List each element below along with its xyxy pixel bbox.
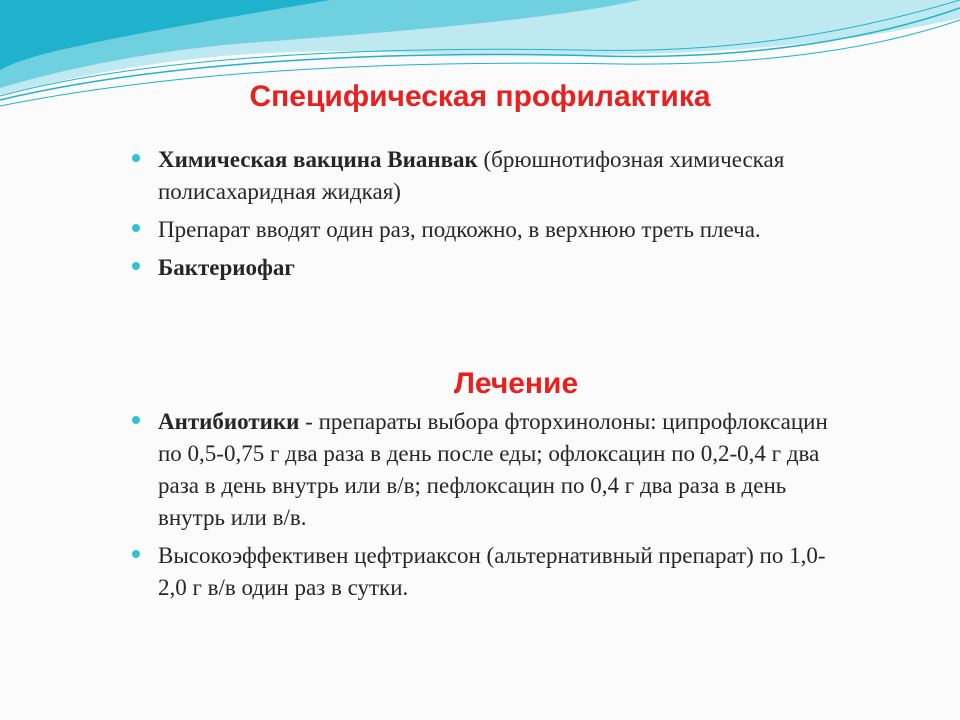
list-item-lead: Антибиотики [158, 409, 300, 434]
bullet-dot-icon [132, 154, 140, 162]
list-item [130, 540, 850, 604]
list-item-lead: Бактериофаг [158, 255, 295, 280]
prevention-list [130, 144, 850, 284]
treatment-title: Лечение [453, 367, 579, 400]
list-item [130, 252, 850, 284]
list-item-text [158, 252, 850, 284]
list-item-text [158, 406, 850, 534]
list-item [130, 144, 850, 208]
list-item-body: Препарат вводят один раз, подкожно, в верхнюю треть плеча. [158, 217, 761, 242]
list-item-body: Высокоэффективен цефтриаксон (альтернативный препарат) по 1,0-2,0 г в/в один раз в сутки. [158, 543, 826, 600]
bullet-dot-icon [132, 262, 140, 270]
prevention-title: Специфическая профилактика [249, 80, 711, 113]
treatment-list [130, 406, 850, 604]
bullet-dot-icon [132, 224, 140, 232]
list-item [130, 406, 850, 534]
list-item-lead: Химическая вакцина Вианвак [158, 147, 478, 172]
list-item-text [158, 540, 850, 604]
list-item-body: - препараты выбора фторхинолоны: ципрофлоксацин по 0,5-0,75 г два раза в день после еды; офлоксацин по 0,2-0,4 г два раза в день внутрь или в/в; пефлоксацин по 0,4 г два раза в день внутрь или в/в. [158, 409, 828, 530]
bullet-dot-icon [132, 416, 140, 424]
list-item [130, 214, 850, 246]
list-item-body: (брюшнотифозная химическая полисахаридная жидкая) [158, 147, 785, 204]
list-item-text [158, 144, 850, 208]
bullet-dot-icon [132, 550, 140, 558]
list-item-text [158, 214, 850, 246]
